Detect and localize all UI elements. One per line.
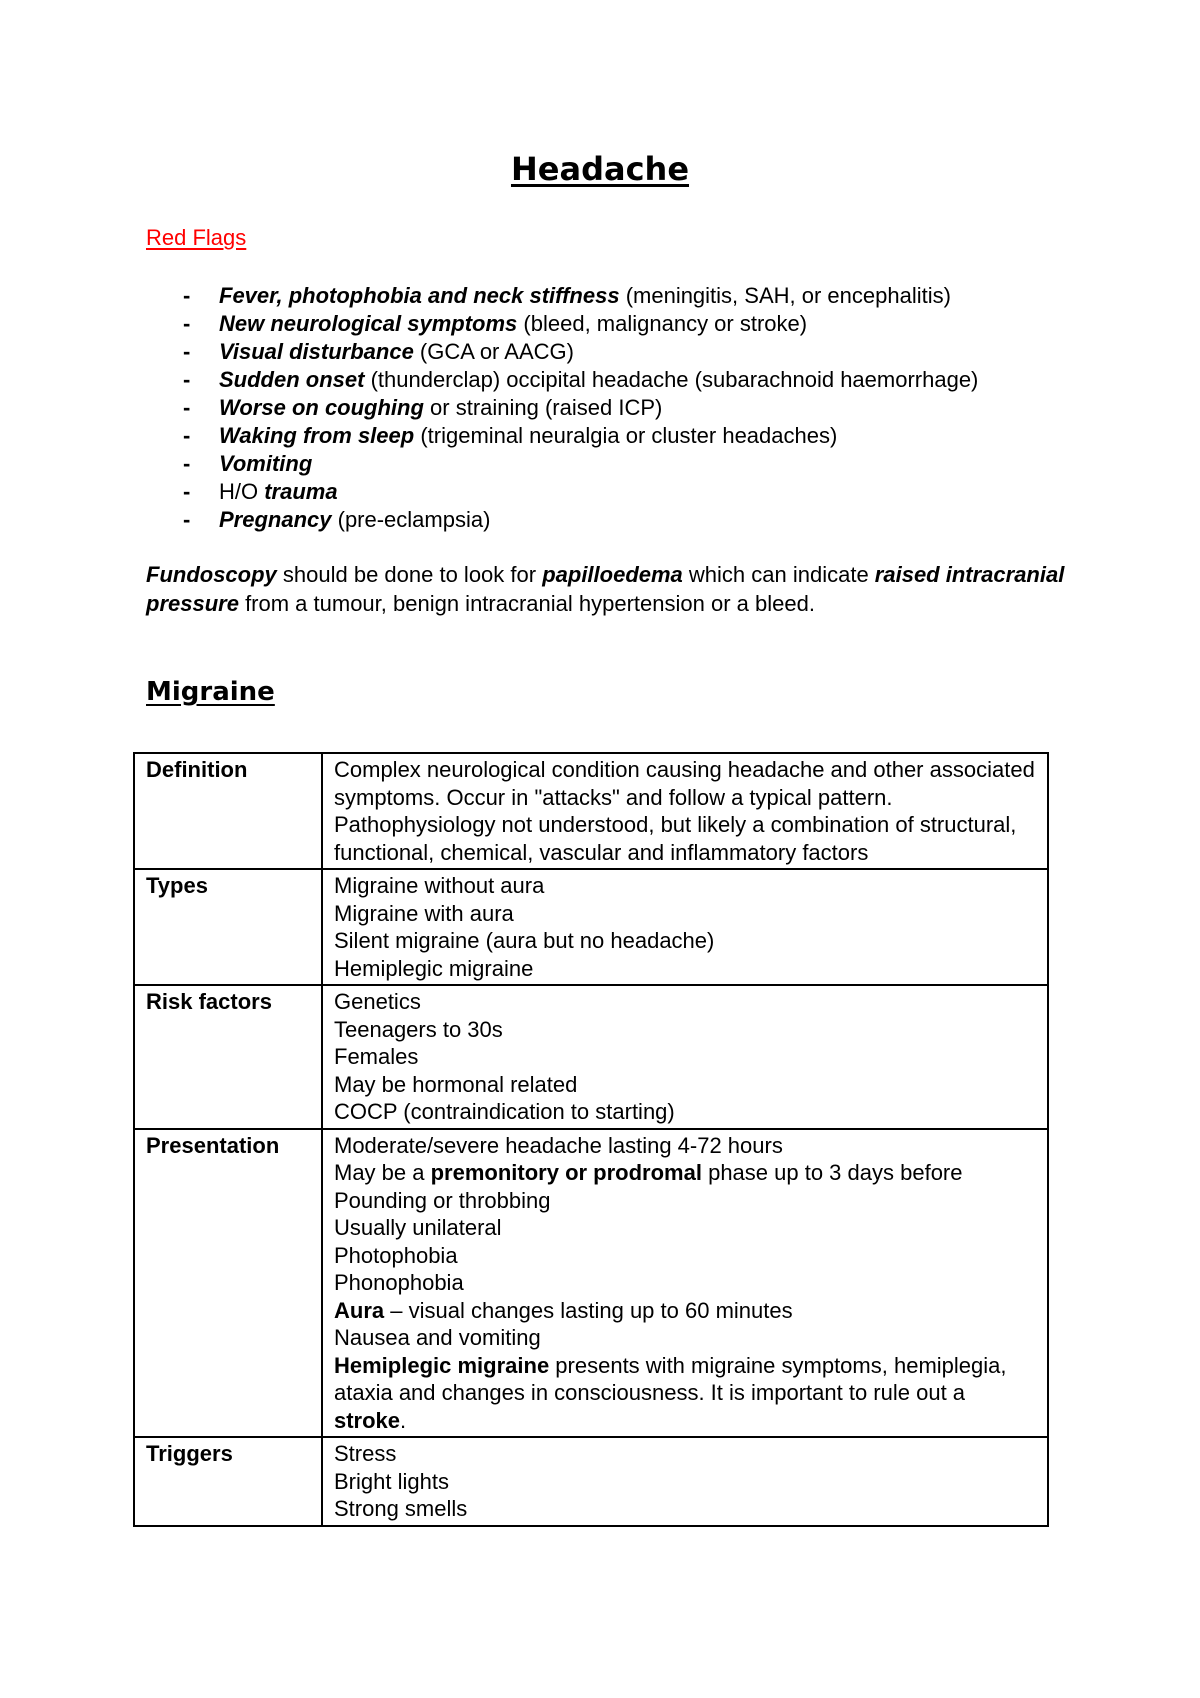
bullet-dash: -	[183, 367, 191, 392]
row-content	[322, 985, 1048, 1129]
cell-line	[334, 1352, 1037, 1435]
flag-term: New neurological symptoms	[219, 311, 518, 336]
cell-line: Moderate/severe headache lasting 4-72 hours	[334, 1132, 783, 1158]
red-flags-heading: Red Flags	[146, 225, 247, 250]
line-text: .	[400, 1407, 407, 1433]
papilloedema-term: papilloedema	[542, 562, 683, 587]
table-row	[134, 1129, 1048, 1438]
bullet-dash: -	[183, 451, 191, 476]
flag-detail: or straining (raised ICP)	[423, 395, 663, 420]
row-content	[322, 1129, 1048, 1438]
flag-detail: (thunderclap) occipital headache (subarachnoid haemorrhage)	[364, 367, 979, 392]
fundoscopy-term: Fundoscopy	[146, 562, 277, 587]
fundoscopy-text: from a tumour, benign intracranial hypertension or a bleed.	[238, 591, 815, 616]
line-text: May be a	[334, 1160, 431, 1185]
list-item	[146, 422, 978, 450]
migraine-table	[133, 752, 1049, 1527]
list-item	[146, 310, 978, 338]
flag-term: Vomiting	[219, 451, 313, 476]
aura-term: Aura	[334, 1297, 385, 1323]
fundoscopy-text: which can indicate	[682, 562, 875, 587]
flag-term: Fever, photophobia and neck stiffness	[219, 283, 620, 308]
cell-line: Hemiplegic migraine	[334, 955, 534, 981]
flag-prefix: H/O	[219, 479, 265, 504]
bullet-dash: -	[183, 479, 191, 504]
flag-detail: (trigeminal neuralgia or cluster headaches)	[414, 423, 838, 448]
bullet-dash: -	[183, 395, 191, 420]
fundoscopy-paragraph	[146, 560, 1066, 618]
bullet-dash: -	[183, 423, 191, 448]
bullet-dash: -	[183, 283, 191, 308]
flag-term: trauma	[264, 479, 338, 504]
row-label: Risk factors	[134, 985, 322, 1129]
flag-detail: (pre-eclampsia)	[331, 507, 491, 532]
flag-detail: (GCA or AACG)	[413, 339, 574, 364]
line-text: presents with migraine symptoms, hemiplegia, ataxia and changes in consciousness. It is important to rule out a	[334, 1352, 1007, 1405]
fundoscopy-text: should be done to look for	[276, 562, 543, 587]
cell-line: Phonophobia	[334, 1270, 464, 1295]
list-item	[146, 366, 978, 394]
table-row	[134, 753, 1048, 869]
cell-line: Teenagers to 30s	[334, 1016, 503, 1042]
bullet-dash: -	[183, 507, 191, 532]
list-item	[146, 282, 978, 310]
list-item	[146, 478, 978, 506]
row-content: Complex neurological condition causing headache and other associated symptoms. Occur in "attacks" and follow a typical pattern. Pathophysiology not understood, but likely a combination of structural, functional, chemical, vascular and inflammatory factors	[322, 753, 1048, 869]
row-content	[322, 1437, 1048, 1526]
cell-line: Females	[334, 1044, 419, 1069]
flag-detail: (meningitis, SAH, or encephalitis)	[619, 283, 951, 308]
cell-line	[334, 1297, 1037, 1325]
cell-line: Genetics	[334, 989, 421, 1014]
cell-line: May be hormonal related	[334, 1071, 578, 1097]
cell-line: Silent migraine (aura but no headache)	[334, 928, 715, 953]
cell-line: Pounding or throbbing	[334, 1187, 551, 1213]
flag-detail: (bleed, malignancy or stroke)	[517, 311, 808, 336]
cell-line: Stress	[334, 1441, 397, 1466]
cell-line: COCP (contraindication to starting)	[334, 1099, 675, 1124]
cell-line: Photophobia	[334, 1242, 458, 1268]
prodromal-term: premonitory or prodromal	[430, 1160, 702, 1185]
cell-line	[334, 1159, 1037, 1187]
row-label: Definition	[134, 753, 322, 869]
table-row	[134, 869, 1048, 985]
cell-line: Migraine with aura	[334, 900, 514, 926]
red-flags-list	[146, 282, 978, 534]
list-item	[146, 450, 978, 478]
list-item	[146, 338, 978, 366]
flag-term: Visual disturbance	[219, 339, 414, 364]
flag-term: Pregnancy	[219, 507, 332, 532]
list-item	[146, 506, 978, 534]
migraine-heading: Migraine	[146, 677, 275, 707]
cell-line: Nausea and vomiting	[334, 1325, 541, 1350]
list-item	[146, 394, 978, 422]
table-row	[134, 1437, 1048, 1526]
cell-line: Strong smells	[334, 1496, 468, 1521]
table-row	[134, 985, 1048, 1129]
line-text: phase up to 3 days before	[701, 1160, 963, 1185]
row-label: Triggers	[134, 1437, 322, 1526]
stroke-term: stroke	[334, 1407, 401, 1433]
cell-line: Bright lights	[334, 1468, 449, 1494]
page-title: Headache	[510, 150, 690, 188]
flag-term: Worse on coughing	[219, 395, 424, 420]
row-label: Presentation	[134, 1129, 322, 1438]
row-content	[322, 869, 1048, 985]
line-text: – visual changes lasting up to 60 minutes	[384, 1297, 793, 1323]
cell-line: Usually unilateral	[334, 1215, 502, 1240]
cell-line: Migraine without aura	[334, 873, 545, 898]
flag-term: Sudden onset	[219, 367, 365, 392]
raised-icp-term: raised intracranial pressure	[146, 562, 1065, 616]
row-label: Types	[134, 869, 322, 985]
bullet-dash: -	[183, 311, 191, 336]
hemiplegic-term: Hemiplegic migraine	[334, 1352, 550, 1378]
flag-term: Waking from sleep	[219, 423, 415, 448]
bullet-dash: -	[183, 339, 191, 364]
